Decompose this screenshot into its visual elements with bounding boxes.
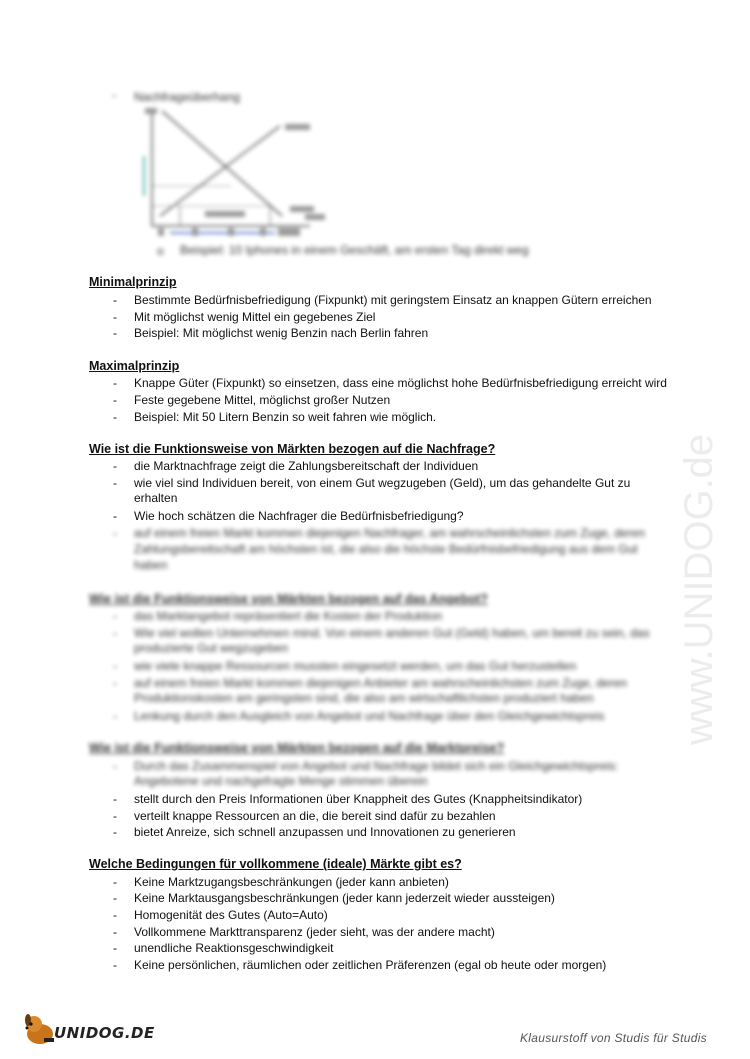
watermark — [668, 290, 728, 750]
graph-bullet: - — [112, 88, 116, 102]
svg-text:www.UNIDOG.de: www.UNIDOG.de — [677, 433, 721, 745]
footer-tagline: Klausurstoff von Studis für Studis — [520, 1031, 707, 1045]
graph-caption: Beispiel: 10 Iphones in einem Geschäft, am ersten Tag direkt weg — [180, 243, 529, 257]
section-heading-marktpreise: Wie ist die Funktionsweise von Märkten bezogen auf die Marktpreise? — [89, 741, 505, 755]
list-item-continuation: Angebotene und nachgefragte Menge stimmen überein — [134, 774, 428, 788]
logo-text: UNIDOG.DE — [54, 1024, 155, 1042]
unidog-logo[interactable] — [20, 1012, 160, 1048]
section-heading-angebot: Wie ist die Funktionsweise von Märkten bezogen auf das Angebot? — [89, 592, 488, 606]
section-heading-nachfrage: Wie ist die Funktionsweise von Märkten bezogen auf die Nachfrage? — [89, 442, 496, 456]
list-item-continuation: haben — [134, 558, 168, 572]
supply-curve — [160, 126, 280, 216]
section-heading-bedingungen: Welche Bedingungen für vollkommene (ideale) Märkte gibt es? — [89, 857, 462, 871]
section-heading-maximalprinzip: Maximalprinzip — [89, 359, 180, 373]
supply-demand-graph — [100, 86, 550, 266]
graph-svg — [100, 86, 550, 266]
list-item-continuation: Zahlungsbereitschaft am höchsten ist, die also die höchste Bedürfnisbefriedigung aus dem Gut — [134, 542, 638, 556]
list-item-continuation: produzierte Gut wegzugeben — [134, 641, 289, 655]
section-heading-minimalprinzip: Minimalprinzip — [89, 275, 177, 289]
graph-label: Nachfrageüberhang — [134, 90, 241, 104]
list-item-continuation: Produktionskosten am geringsten sind, die also am wirtschaftlichsten produziert haben — [134, 691, 594, 705]
graph-caption-bullet: o — [157, 244, 164, 258]
list-item-continuation: erhalten — [134, 491, 178, 505]
